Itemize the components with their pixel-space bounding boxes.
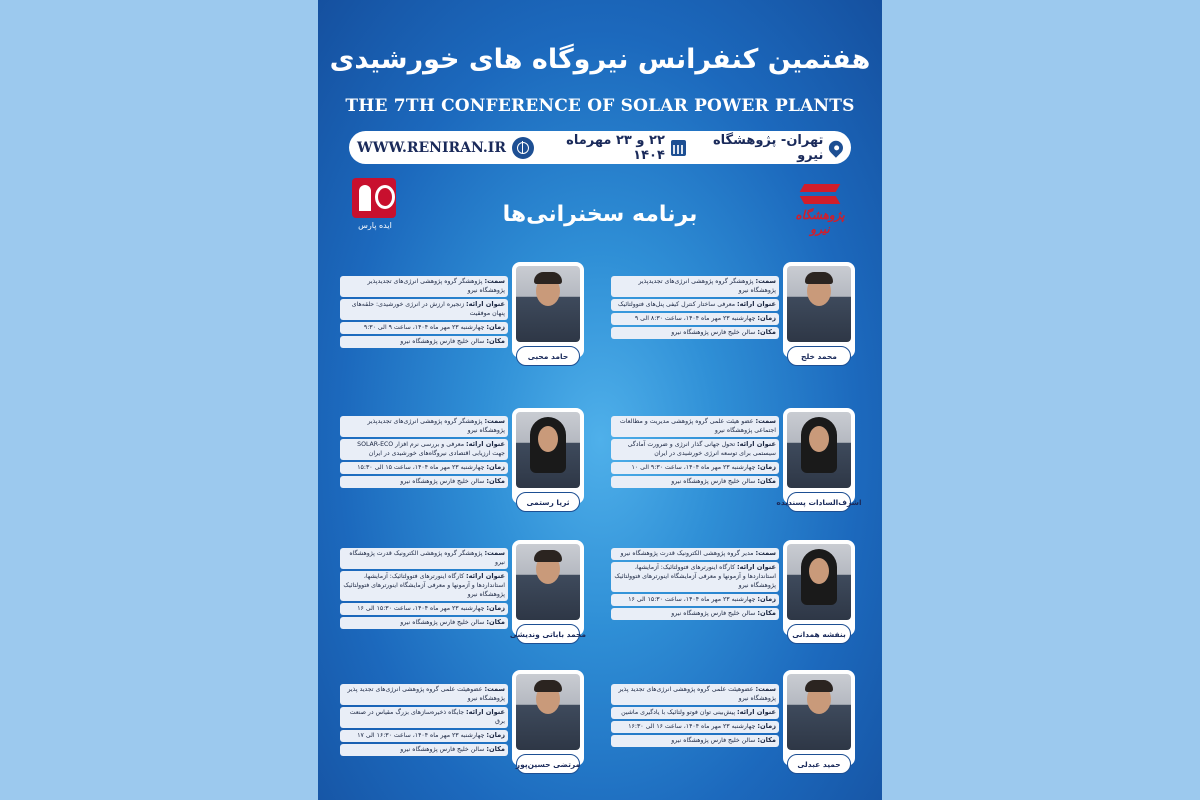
speaker-card: [615, 262, 855, 370]
place-value: سالن خلیج فارس پژوهشگاه نیرو: [400, 618, 485, 626]
speaker-photo: [512, 408, 584, 504]
position-row: [611, 416, 779, 437]
portrait-image: [787, 674, 851, 750]
place-label: مکان:: [757, 608, 776, 617]
place-label: مکان:: [757, 476, 776, 485]
speaker-name: محمد باباتی وندیشی: [516, 624, 580, 644]
website-link[interactable]: WWW.RENIRAN.IR: [357, 139, 506, 156]
time-label: زمان:: [486, 322, 505, 331]
place-value: سالن خلیج فارس پژوهشگاه نیرو: [400, 477, 485, 485]
time-value: چهارشنبه ۲۳ مهر ماه ۱۴۰۴، ساعت ۱۵ الی ۱۵:۳۰: [357, 463, 485, 471]
speaker-name: حمید عبدلی: [787, 754, 851, 774]
position-value: عضوهیئت علمی گروه پژوهشی انرژی‌های تجدید پذیر پژوهشگاه نیرو: [618, 686, 776, 702]
speaker-name: ثریا رستمی: [516, 492, 580, 512]
conference-poster: [318, 0, 882, 800]
time-value: چهارشنبه ۲۳ مهر ماه ۱۴۰۴، ساعت ۱۶:۳۰ الی ۱۷: [357, 731, 485, 739]
speaker-card: [344, 408, 584, 516]
topic-value: معرفی ساختار کنترل کیفی پنل‌های فتوولتائیک: [618, 300, 736, 308]
position-row: [340, 276, 508, 297]
topic-row: [611, 707, 779, 719]
speaker-photo: [512, 540, 584, 636]
topic-row: [611, 299, 779, 311]
time-label: زمان:: [486, 730, 505, 739]
topic-row: [340, 439, 508, 460]
topic-value: کارگاه اینورترهای فتوولتائیک: آزمایشها، استانداردها و آزمونها و معرفی آزمایشگاه اینورترهای فتوولتائیک پژوهشگاه نیرو: [343, 572, 505, 598]
topic-row: [340, 707, 508, 728]
position-value: پژوهشگر گروه پژوهشی انرژی‌های تجدیدپذیر پژوهشگاه نیرو: [367, 278, 505, 294]
speaker-details: [340, 276, 508, 348]
speaker-photo: [783, 262, 855, 358]
idea-pars-logo-text: ایده پارس: [358, 221, 392, 230]
date-info: [534, 133, 686, 163]
speaker-card: [344, 670, 584, 778]
place-value: سالن خلیج فارس پژوهشگاه نیرو: [671, 328, 756, 336]
time-label: زمان:: [486, 462, 505, 471]
location-pin-icon: [826, 138, 846, 158]
speaker-card: [344, 262, 584, 370]
place-row: [340, 744, 508, 756]
speaker-photo: [783, 540, 855, 636]
portrait-image: [516, 412, 580, 488]
place-label: مکان:: [486, 617, 505, 626]
time-label: زمان:: [757, 462, 776, 471]
position-row: [340, 684, 508, 705]
position-value: عضو هیئت علمی گروه پژوهشی مدیریت و مطالعات اجتماعی پژوهشگاه نیرو: [619, 418, 776, 434]
time-value: چهارشنبه ۲۳ مهر ماه ۱۴۰۴، ساعت ۹:۳۰ الی ۱۰: [631, 463, 756, 471]
position-row: [611, 684, 779, 705]
place-value: سالن خلیج فارس پژوهشگاه نیرو: [671, 477, 756, 485]
section-title: برنامه سخنرانی‌ها: [502, 202, 698, 227]
topic-label: عنوان ارائه:: [737, 299, 776, 308]
time-label: زمان:: [757, 313, 776, 322]
position-row: [611, 276, 779, 297]
place-row: [611, 608, 779, 620]
speaker-details: [340, 684, 508, 756]
topic-row: [340, 299, 508, 320]
topic-row: [611, 562, 779, 592]
position-row: [340, 548, 508, 569]
topic-row: [611, 439, 779, 460]
place-row: [340, 617, 508, 629]
place-label: مکان:: [486, 336, 505, 345]
topic-label: عنوان ارائه:: [466, 299, 505, 308]
speaker-card: [615, 408, 862, 516]
position-row: [340, 416, 508, 437]
position-label: سمت:: [484, 277, 505, 285]
topic-label: عنوان ارائه:: [466, 439, 505, 448]
time-row: [611, 462, 779, 474]
time-label: زمان:: [757, 721, 776, 730]
title-english: THE 7TH CONFERENCE OF SOLAR POWER PLANTS: [345, 96, 855, 116]
position-row: [611, 548, 779, 560]
place-label: مکان:: [486, 744, 505, 753]
position-label: سمت:: [755, 685, 776, 693]
speaker-photo: [783, 670, 855, 766]
topic-label: عنوان ارائه:: [737, 562, 776, 571]
position-value: پژوهشگر گروه پژوهشی الکترونیک قدرت پژوهشگاه نیرو: [349, 550, 505, 566]
time-row: [340, 730, 508, 742]
portrait-image: [787, 544, 851, 620]
location-info: [686, 133, 843, 163]
position-label: سمت:: [755, 277, 776, 285]
speaker-card: [343, 540, 587, 648]
time-value: چهارشنبه ۲۳ مهر ماه ۱۴۰۴، ساعت ۸:۳۰ الی ۹: [634, 314, 756, 322]
place-row: [340, 336, 508, 348]
portrait-image: [516, 674, 580, 750]
topic-label: عنوان ارائه:: [466, 571, 505, 580]
time-value: چهارشنبه ۲۳ مهر ماه ۱۴۰۴، ساعت ۱۵:۳۰ الی ۱۶: [628, 595, 756, 603]
position-value: عضوهیئت علمی گروه پژوهشی انرژی‌های تجدید پذیر پژوهشگاه نیرو: [347, 686, 505, 702]
speaker-details: [340, 548, 508, 629]
place-label: مکان:: [757, 735, 776, 744]
portrait-image: [787, 266, 851, 342]
topic-label: عنوان ارائه:: [737, 439, 776, 448]
speaker-name: اشرف‌السادات پسندیده: [787, 492, 851, 512]
speaker-photo: [512, 670, 584, 766]
time-row: [340, 462, 508, 474]
time-row: [340, 322, 508, 334]
position-label: سمت:: [484, 685, 505, 693]
location-text: تهران- پژوهشگاه نیرو: [712, 132, 824, 163]
time-row: [611, 594, 779, 606]
place-row: [611, 735, 779, 747]
time-row: [611, 721, 779, 733]
place-value: سالن خلیج فارس پژوهشگاه نیرو: [400, 337, 485, 345]
position-value: پژوهشگر گروه پژوهشی انرژی‌های تجدیدپذیر پژوهشگاه نیرو: [367, 418, 505, 434]
topic-value: جایگاه ذخیره‌سازهای بزرگ مقیاس در صنعت برق: [349, 708, 505, 725]
position-value: پژوهشگر گروه پژوهشی انرژی‌های تجدیدپذیر پژوهشگاه نیرو: [638, 278, 776, 294]
date-text: ۲۲ و ۲۳ مهرماه ۱۴۰۴: [566, 132, 665, 163]
speaker-card: [615, 670, 855, 778]
portrait-image: [787, 412, 851, 488]
time-label: زمان:: [486, 603, 505, 612]
speaker-details: [611, 548, 779, 620]
speaker-details: [611, 276, 779, 339]
time-row: [340, 603, 508, 615]
position-label: سمت:: [484, 549, 505, 557]
speaker-card: [615, 540, 855, 648]
time-value: چهارشنبه ۲۳ مهر ماه ۱۴۰۴، ساعت ۹ الی ۹:۳۰: [363, 323, 485, 331]
speaker-details: [611, 684, 779, 747]
place-value: سالن خلیج فارس پژوهشگاه نیرو: [400, 745, 485, 753]
portrait-image: [516, 544, 580, 620]
portrait-image: [516, 266, 580, 342]
place-row: [611, 476, 779, 488]
speaker-photo: [512, 262, 584, 358]
speaker-name: بنفشه همدانی: [787, 624, 851, 644]
website-info[interactable]: [357, 137, 534, 159]
place-value: سالن خلیج فارس پژوهشگاه نیرو: [671, 736, 756, 744]
position-label: سمت:: [484, 417, 505, 425]
time-value: چهارشنبه ۲۳ مهر ماه ۱۴۰۴، ساعت ۱۵:۳۰ الی ۱۶: [357, 604, 485, 612]
speaker-details: [611, 416, 779, 488]
time-value: چهارشنبه ۲۳ مهر ماه ۱۴۰۴، ساعت ۱۶ الی ۱۶:۳۰: [628, 722, 756, 730]
topic-value: تحول جهانی گذار انرژی و ضرورت آمادگی سیستمی برای توسعه انرژی خورشیدی در ایران: [627, 440, 776, 457]
position-label: سمت:: [755, 417, 776, 425]
topic-label: عنوان ارائه:: [466, 707, 505, 716]
speaker-name: مرتضی حسین‌پور: [516, 754, 580, 774]
title-persian: هفتمین کنفرانس نیروگاه های خورشیدی: [329, 44, 871, 75]
speaker-photo: [783, 408, 855, 504]
position-value: مدیر گروه پژوهشی الکترونیک قدرت پژوهشگاه نیرو: [620, 550, 754, 557]
place-row: [340, 476, 508, 488]
topic-row: [340, 571, 508, 601]
speaker-name: حامد محبی: [516, 346, 580, 366]
speaker-name: محمد خلج: [787, 346, 851, 366]
topic-value: معرفی و بررسی نرم افزار SOLAR-ECO جهت ارزیابی اقتصادی نیروگاه‌های خورشیدی در ایران: [357, 440, 505, 457]
place-label: مکان:: [757, 327, 776, 336]
topic-value: کارگاه اینورترهای فتوولتائیک: آزمایشها، استانداردها و آزمونها و معرفی آزمایشگاه اینورترهای فتوولتائیک پژوهشگاه نیرو: [614, 563, 776, 589]
time-label: زمان:: [757, 594, 776, 603]
time-row: [611, 313, 779, 325]
topic-value: پیش‌بینی توان فوتو ولتائیک با یادگیری ماشین: [621, 708, 736, 716]
niroo-logo-text: پژوهشگاه نیرو: [795, 208, 845, 236]
globe-icon: [512, 137, 534, 159]
speaker-details: [340, 416, 508, 488]
place-label: مکان:: [486, 476, 505, 485]
place-row: [611, 327, 779, 339]
calendar-icon: [671, 140, 687, 156]
position-label: سمت:: [755, 549, 776, 557]
topic-label: عنوان ارائه:: [737, 707, 776, 716]
info-bar: [349, 131, 851, 164]
place-value: سالن خلیج فارس پژوهشگاه نیرو: [671, 609, 756, 617]
topic-value: زنجیره ارزش در انرژی خورشیدی: حلقه‌های پنهان موفقیت: [351, 300, 505, 317]
